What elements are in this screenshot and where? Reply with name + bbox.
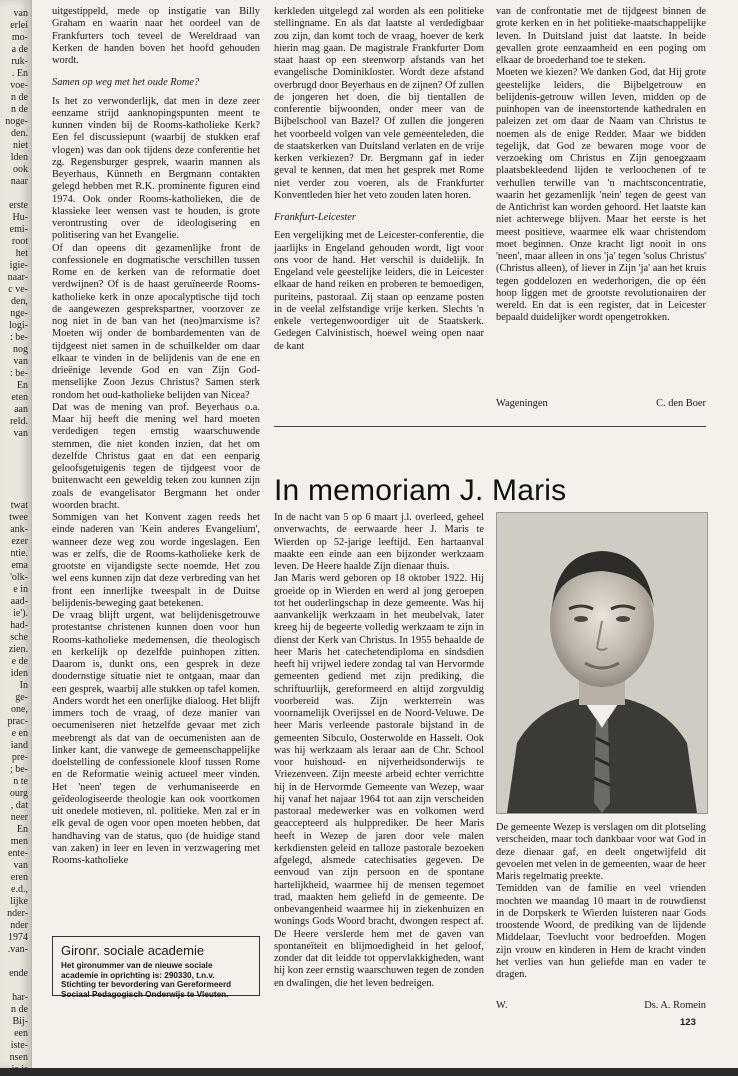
notice-title: Gironr. sociale academie [61,943,205,958]
margin-fragment: reld. [9,416,28,427]
margin-fragment: erlei [10,20,28,31]
margin-fragment: Hu- [12,212,28,223]
margin-fragment: van [13,356,28,367]
margin-fragment: e.d., [11,884,28,895]
margin-fragment: naar- [7,272,28,283]
page-content [48,0,732,1068]
margin-fragment: In [19,680,28,691]
margin-fragment: . En [11,68,28,79]
section-divider [274,426,706,427]
signature-author: Ds. A. Romein [644,1000,706,1011]
margin-fragment: van [13,8,28,19]
col1-paragraph: Of dan opeens dit gezamenlijke front de confessionele en dogmatische verschillen tussen Rome en de kerken van de reformatie doet verdwijnen? Of is de haast geruïneerde Rooms-katholieke kerk in onze apocalyptische tijd toch de aangewezen gesprekspartner, voorzover ze nog niet in de ban van het (neo)marxisme is? Moeten wij onder de bombardementen van de tijdgeest niet samen in de schuilkelder om daar elkaar te vinden in de belijdenis van de ene en drieënige levende God en van Zijn God-menselijke Zoon Jezus Christus? Samen sterk rondom het oud-katholieke belijden van Nicea? [52,242,260,401]
memoriam-signature [496,1000,706,1011]
signature-author: C. den Boer [656,398,706,409]
margin-fragment: emi- [9,224,28,235]
margin-fragment: ook [13,164,28,175]
margin-fragment: nder- [7,908,28,919]
col1-paragraph: Sommigen van het Konvent zagen reeds het einde naderen van 'Kein anderes Evangelium', wanneer deze weg zou worde ingeslagen. Een was er zelfs, die de Rooms-katholieke kerk de grootste en vijandigste secte noemde. Het zou wel eens kunnen zijn dat deze verbreding van het front een innerlijke tweespalt in de Duitse belijdenis-beweging gaat betekenen. [52,512,260,609]
margin-fragment: , dat [10,800,28,811]
col3-paragraph: Moeten we kiezen? We danken God, dat Hij grote geestelijke leiders, die Bijbelgetrouw en belijdenis-getrouw willen leven, midden op de puinhopen van de ineenstortende kathedralen en paleizen zet om daar de Naam van Christus te noemen als de enige Redder. Maar we bidden tegelijk, dat God ze bewaren moge voor de verzoeking om Christus en Zijn genoegzaam plaatsbekleedend lijden te verloochenen of te verhullen terwille van 'n machtsconcentratie, waarin het gezamenlijk 'nein' tegen de geest van de Antichrist kan worden gehoord. Het laatste kan niet achterwege blijven. Maar het eerste is het meest positieve, waarmee elk waar christendom moet beginnen. Onze kracht ligt nooit in ons 'neen', maar alleen in ons 'ja' tegen 'solus Christus' (Christus alleen), of liever in Zijn 'ja' aan het kruis tegen goddelozen en wederhorigen, die op één hoop liggen met de grootste revolutionairen der wereld. En dat is een register, dat in Leicester bepaald duidelijker wordt opengetrokken. [496,67,706,324]
column-2 [274,6,484,353]
margin-fragment: aad- [10,596,28,607]
margin-fragment: c ve- [8,284,28,295]
col2-paragraph: kerkleden uitgelegd zal worden als een politieke stellingname. En als dat laatste al verdedigbaar zou zijn, dan komt toch de vraag, hoever de kerk hierin mag gaan. De magistrale Frankfurter Dom staat haast op een steenworp afstands van het evangelische Dominikloster. Wordt deze afstand overbrugd door Beyerhaus en de zijnen? Of zullen de jongeren het doen, die bij tientallen de conferentie bijwoonden, onder meer van de Bijbelschool van Bazel? Of zullen die jongeren het voorbeeld volgen van vele gemeenteleden, die de staatskerken van Duitsland verlaten en de vrije kerken verkiezen? Dr. Bergmann gaf in ieder geval te kennen, dat men het gesprek met Rome niet verder zou voeren, als de Frankfurter Konventleden hier het veto zouden laten horen. [274,6,484,201]
previous-page-margin [0,0,32,1075]
margin-fragment: root [11,236,28,247]
margin-fragment: noge- [5,116,28,127]
margin-fragment: lden [10,152,28,163]
margin-fragment: eten [11,392,28,403]
col1-subheading: Samen op weg met het oude Rome? [52,77,200,89]
margin-fragment: En [16,380,28,391]
memoriam-paragraph: De gemeente Wezep is verslagen om dit plotseling verscheiden, maar toch dankbaar voor wat God in deze dienaar gaf, en deelt ongetwijfeld dit gevoelen met velen in de gemeenten, waar de heer Maris regelmatig preekte. [496,822,706,882]
portrait-illustration [497,513,707,813]
margin-fragment: ge- [15,692,28,703]
margin-fragment: e en [11,728,28,739]
margin-fragment: ezer [11,536,28,547]
margin-fragment: aan [14,404,28,415]
margin-fragment: pre- [11,752,28,763]
column-1 [52,6,260,867]
column-3 [496,6,706,325]
margin-fragment: .van- [7,944,28,955]
col3-paragraph: van de confrontatie met de tijdgeest binnen de grote kerken en in het politieke-maatschappelijke leven. In Duitsland juist dat laatste. In beide gevallen grote eenzaamheid en een poging om elkaar de broederhand toe te steken. [496,6,706,66]
margin-fragment: e de [11,656,28,667]
academie-notice-box [52,936,260,999]
margin-fragment: ende [9,968,28,979]
margin-fragment: ruk- [11,56,28,67]
margin-fragment: nsen [9,1052,28,1063]
margin-fragment: van [13,428,28,439]
margin-fragment: lijke [10,896,28,907]
margin-fragment: twee [9,512,28,523]
signature-place: Wageningen [496,398,548,409]
margin-fragment: den. [11,128,28,139]
margin-fragment: ank- [10,524,28,535]
margin-fragment: En [16,824,28,835]
memoriam-paragraph: In de nacht van 5 op 6 maart j.l. overleed, geheel onverwachts, de eerwaarde heer J. Maris te Wierden op 52-jarige leeftijd. Een hartaanval maakte een einde aan een bijzonder werkzaam leven. De Heere haalde Zijn dienaar thuis. [274,512,484,572]
margin-fragment: zien. [8,644,28,655]
margin-fragment: niet [13,140,28,151]
margin-fragment: n te [13,776,28,787]
col1-paragraph: De vraag blijft urgent, wat belijdenisgetrouwe protestantse christenen kunnen doen voor hun Rooms-katholieke medemensen, die theologisch en kerkelijk op dezelfde puinhopen zitten. Daarom is, dunkt ons, een gesprek in deze doodernstige situatie niet te ontgaan, maar dan een gesprek, waarbij alle stukken op tafel komen. Anders wordt het een onerlijke dialoog. Het blijft immers toch de vraag, of deze manier van oecumeniseren niet hetzelfde gevaar met zich meebrengt als dat van de oecumenisten aan de linker kant, die vanwege de gemeenschappelijke doelstelling de confessionele kloof tussen Rome en de Reformatie weinig actueel meer vinden. Het 'neen' tegen de verhumaniseerde en geïdeologiseerde theologie kan ook voortkomen uit onedele motieven, nl. politieke. Men zal er in elk geval de ogen voor open moeten hebben, dat handhaving van de status, quo (de huidige stand van zaken) in leer en leven in verzwagering met Rooms-katholieke [52,610,260,866]
margin-fragment: : be- [9,368,28,379]
margin-fragment: n de [11,104,28,115]
margin-fragment: eren [10,872,28,883]
notice-body: Het gironummer van de nieuwe sociale academie in oprichting is: 290330, t.n.v. Stichting ter bevordering van Gereformeerd Sociaal Pedagogisch Onderwijs te Vleuten. [61,961,232,999]
margin-fragment: mo- [11,32,28,43]
margin-fragment: har- [12,992,28,1003]
margin-fragment: sche [10,632,28,643]
margin-fragment: logi- [9,320,28,331]
margin-fragment: ie is [11,1064,28,1075]
margin-fragment: neer [10,812,28,823]
col2-subheading: Frankfurt-Leicester [274,212,356,223]
margin-fragment: igie- [9,260,28,271]
memoriam-paragraph: Temidden van de familie en veel vrienden mochten we maandag 10 maart in de rouwdienst in de Dorpskerk te Wierden luisteren naar Gods troostende Woord, de prediking van de lijdende Middelaar, Toevlucht voor bedroefden. Mogen zijn vrouw en kinderen in Hem de kracht vinden het verlies van hun geliefde man en vader te dragen. [496,883,706,980]
margin-fragment: one, [11,704,28,715]
margin-fragment: e in [13,584,28,595]
col1-paragraph: Dat was de mening van prof. Beyerhaus o.a. Maar hij heeft die mening wel hard moeten verdedigen tegen ernstig waarschuwende stemmen, die niet konden inzien, dat het om dezelfde Christus gaat en dat een eenparig geloofsgetuigenis tegen de tijdgeest voor de buitenwacht een geweldig teken zou kunnen zijn zoals de evangelisator Bergmann het onder woorden bracht. [52,401,260,511]
margin-fragment: ; be- [9,764,28,775]
col3-signature [496,398,706,409]
margin-fragment: n de [11,92,28,103]
margin-fragment: voe- [10,80,28,91]
memoriam-continued [496,822,706,981]
margin-fragment: een [14,1028,28,1039]
margin-fragment: men [10,836,28,847]
col1-paragraph: Is het zo verwonderlijk, dat men in deze zeer eenzame strijd aanknopingspunten meent te kunnen vinden bij de Rooms-katholieke Kerk? Een fel discussiepunt (waarbij de stukken eraf vlogen) was dan ook tijdens deze conferentie het zg. Regensburger gesprek, waarin mannen als Beyerhaus, Künneth en Bergmann contakten gelegd hebben met R.K. prominente figuren eind 1974. Ook onder Rooms-katholieken, die de klassieke leer wensen vast te houden, is grote verontrusting over de ideologisering en politisering van het Evangelie. [52,95,260,242]
margin-fragment: het [15,248,28,259]
margin-fragment: den, [11,296,28,307]
margin-fragment: nder [10,920,28,931]
margin-fragment: had- [10,620,28,631]
margin-fragment: ie'). [13,608,28,619]
margin-fragment: iste- [10,1040,28,1051]
col1-paragraph: uitgestippeld, mede op instigatie van Billy Graham en waarin naar het oordeel van de Frankfurters toch teveel de Wereldraad van Kerken de handen boven het hoofd gehouden wordt. [52,6,260,66]
margin-fragment: erste [9,200,28,211]
margin-fragment: twat [10,500,28,511]
margin-fragment: van [13,860,28,871]
margin-fragment: naar [10,176,28,187]
margin-fragment: prac- [7,716,28,727]
margin-fragment: n de [11,1004,28,1015]
margin-fragment: nge- [10,308,28,319]
margin-fragment: iand [10,740,28,751]
margin-fragment: iden [10,668,28,679]
margin-fragment: nog [13,344,28,355]
margin-fragment: 1974 [8,932,28,943]
margin-fragment: a de [11,44,28,55]
memoriam-paragraph: Jan Maris werd geboren op 18 oktober 1922. Hij groeide op in Wierden en werd al jong geroepen tot het ouderlingschap in deze gemeente. Was hij aanvankelijk werkzaam in het meubelvak, later kreeg hij de begeerte volledig werkzaam te zijn in dienst der Kerk van Christus. In 1955 behaalde de heer Maris het catechetendiploma en sindsdien heeft hij vrijwel iedere zondag tal van Hervormde gemeenten gediend met zijn prediking, die schriftuurlijk, gereformeerd en altijd zorgvuldig voorbereid was. Zijn werkterrein was voornamelijk Overijssel en de Noord-Veluwe. De heer Maris verleende pastorale bijstand in de gemeenten Sibculo, Oosterwolde en Hasselt. Ook was hij werkzaam als leraar aan de Chr. School voor huishoud- en nijverheidsonderwijs te Vriezenveen. Zijn meeste arbeid echter verrichtte hij in de Hervormde Gemeente van Wezep, waar hij vanaf het najaar 1964 tot aan zijn verscheiden pastoraal medewerker was en volkomen werd geaccepteerd als hulpprediker. De heer Maris heeft in Wezep de jaren door vele malen kerkdiensten geleid en talloze pastorale bezoeken afgelegd, alsmede catechisaties gegeven. De eenvoud van zijn persoon en de spontane hartelijkheid, waarmee hij de mensen tegemoet trad, maakten hem geliefd in de gemeente. De onbevangenheid waarmee hij in ziekenhuizen en wonings Gods Woord bracht, dwongen respect af. De Heere verslerde hem met de gaven van spontaneïteit en blijmoedigheid in het geloof, zonder dat dit leidde tot oppervlakkigheden, want hij kon zeer ernstig waarschuwen tegen de zonden en dwalingen, die het leven bedreigen. [274,573,484,989]
margin-fragment: Bij- [12,1016,28,1027]
margin-fragment: ente- [8,848,28,859]
margin-fragment: ntie. [10,548,28,559]
portrait-photo [496,512,708,814]
page-number: 123 [680,1017,696,1028]
signature-initial: W. [496,1000,508,1011]
memoriam-headline: In memoriam J. Maris [274,474,567,507]
margin-fragment: ema [11,560,28,571]
margin-fragment: 'olk- [10,572,28,583]
margin-fragment: ourg [9,788,28,799]
col2-paragraph: Een vergelijking met de Leicester-conferentie, die jaarlijks in Engeland gehouden wordt, ligt voor ons voor de hand. Het verschil is duidelijk. In Engeland vele geestelijke leiders, die in Leicester elkaar de hand reiken en proberen te bemoedigen, puriteins, pastoraal. Zij staan op eenzame posten in de veelal zelfstandige vrije kerken. Slechts 'n enkele vertegenwoordiger uit de Staatskerk. Gedegen Calvinistisch, hoewel weing open naar de kant [274,230,484,352]
margin-fragment: : be- [9,332,28,343]
memoriam-text [274,512,484,990]
